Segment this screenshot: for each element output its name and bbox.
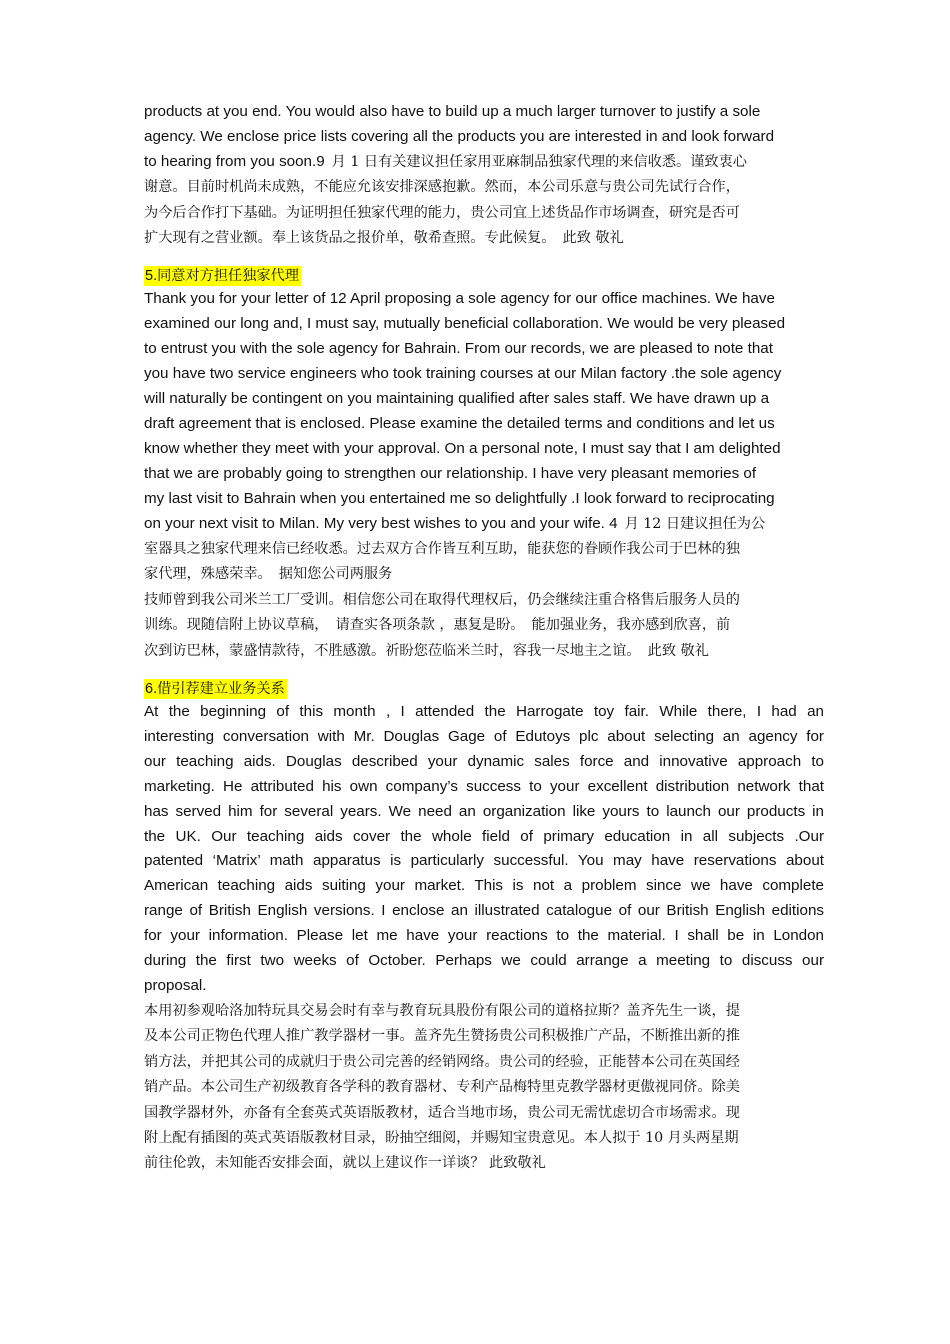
text-line: 次到访巴林，蒙盛情款待，不胜感激。祈盼您莅临米兰时，容我一尽地主之谊。 此致 敬礼 <box>144 642 709 659</box>
text-line: the UK. Our teaching aids cover the whole field of primary education in all subjects .Our <box>144 827 824 845</box>
text-line: that we are probably going to strengthen our relationship. I have very pleasant memories of <box>144 464 757 482</box>
document-page <box>144 100 824 1177</box>
text-line: 附上配有插图的英式英语版教材目录，盼抽空细阅，并赐知宝贵意见。本人拟于 10 月头两星期 <box>144 1129 739 1146</box>
text-line: 家代理，殊感荣幸。 据知您公司两服务 <box>144 566 393 583</box>
text-line-zh: 月 1 日有关建议担任家用亚麻制品独家代理的来信收悉。谨致衷心 <box>331 153 747 170</box>
text-line: interesting conversation with Mr. Douglas Gage of Edutoys plc about selecting an agency for <box>144 727 824 745</box>
section-heading <box>144 678 824 700</box>
text-line: for your information. Please let me have your reactions to the material. I shall be in London <box>144 927 824 945</box>
heading-text: 借引荐建立业务关系 <box>157 681 285 698</box>
text-line-en: to hearing from you soon.9 <box>144 152 325 170</box>
text-line: At the beginning of this month , I attended the Harrogate toy fair. While there, I had an <box>144 703 824 721</box>
section-5-sole-agency-accepted <box>144 265 824 664</box>
text-line-mixed <box>144 150 824 175</box>
text-line: marketing. He attributed his own company’s success to your excellent distribution network that <box>144 777 824 795</box>
text-line: Thank you for your letter of 12 April proposing a sole agency for our office machines. We have <box>144 290 775 308</box>
text-line: American teaching aids suiting your market. This is not a problem since we have complete <box>144 877 824 895</box>
text-line-zh: 月 12 日建议担任为公 <box>624 515 766 532</box>
text-line: 室器具之独家代理来信已经收悉。过去双方合作皆互利互助，能获您的眷顾作我公司于巴林的独 <box>144 541 740 557</box>
section-6-referral-business-relationship <box>144 678 824 1177</box>
text-line: our teaching aids. Douglas described your dynamic sales force and innovative approach to <box>144 752 824 770</box>
text-line: has served him for several years. We need an organization like yours to launch our products in <box>144 802 824 820</box>
heading-number: 5. <box>145 268 158 285</box>
heading-number: 6. <box>145 681 158 698</box>
letter-continuation <box>144 100 824 251</box>
text-line: products at you end. You would also have to build up a much larger turnover to justify a sole <box>144 103 761 120</box>
text-line-mixed <box>144 512 824 537</box>
section-heading <box>144 265 824 287</box>
text-line: draft agreement that is enclosed. Please examine the detailed terms and conditions and let us <box>144 414 775 432</box>
highlighted-heading <box>144 679 287 699</box>
text-line: 训练。现随信附上协议草稿， 请查实各项条款 ，惠复是盼。 能加强业务，我亦感到欣喜，前 <box>144 617 731 634</box>
english-letter-body <box>144 700 824 999</box>
text-line: 技师曾到我公司米兰工厂受训。相信您公司在取得代理权后，仍会继续注重合格售后服务人员的 <box>144 591 740 608</box>
text-line: range of British English versions. I enclose an illustrated catalogue of our British English editions <box>144 902 824 920</box>
text-line: to entrust you with the sole agency for Bahrain. From our records, we are pleased to note that <box>144 340 773 358</box>
text-line: patented ‘Matrix’ math apparatus is particularly successful. You may have reservations about <box>144 852 824 870</box>
text-line: agency. We enclose price lists covering all the products you are interested in and look forward <box>144 127 775 145</box>
text-line: 及本公司正物色代理人推广教学器材一事。盖齐先生赞扬贵公司积极推广产品，不断推出新的推 <box>144 1028 740 1045</box>
text-line: 为今后合作打下基础。为证明担任独家代理的能力，贵公司宜上述货品作市场调查，研究是否可 <box>144 204 740 221</box>
text-line: 前往伦敦，未知能否安排会面，就以上建议作一详谈？ 此致敬礼 <box>144 1155 546 1172</box>
text-line: 谢意。目前时机尚未成熟，不能应允该安排深感抱歉。然而，本公司乐意与贵公司先试行合作， <box>144 179 740 196</box>
text-line-en: on your next visit to Milan. My very best wishes to you and your wife. 4 <box>144 514 618 532</box>
text-line: 扩大现有之营业额。奉上该货品之报价单，敬希查照。专此候复。 此致 敬礼 <box>144 230 624 247</box>
text-line: proposal. <box>144 977 207 994</box>
text-line: will naturally be contingent on you maintaining qualified after sales staff. We have drawn up a <box>144 390 770 408</box>
text-line: 销产品。本公司生产初级教育各学科的教育器材、专利产品梅特里克教学器材更傲视同侪。除美 <box>144 1079 740 1096</box>
highlighted-heading <box>144 266 301 286</box>
text-line: you have two service engineers who took training courses at our Milan factory .the sole agency <box>144 365 782 383</box>
text-line: examined our long and, I must say, mutually beneficial collaboration. We would be very pleased <box>144 315 786 333</box>
text-line: know whether they meet with your approval. On a personal note, I must say that I am delighted <box>144 439 781 457</box>
text-line: 本用初参观哈洛加特玩具交易会时有幸与教育玩具股份有限公司的道格拉斯？盖齐先生一谈，提 <box>144 1002 740 1019</box>
text-line: 销方法，并把其公司的成就归于贵公司完善的经销网络。贵公司的经验，正能替本公司在英国经 <box>144 1053 740 1070</box>
text-line: during the first two weeks of October. Perhaps we could arrange a meeting to discuss our <box>144 952 824 970</box>
text-line: 国教学器材外，亦备有全套英式英语版教材，适合当地市场，贵公司无需忧虑切合市场需求。现 <box>144 1104 740 1121</box>
text-line: my last visit to Bahrain when you entertained me so delightfully .I look forward to reciprocating <box>144 489 775 507</box>
heading-text: 同意对方担任独家代理 <box>157 268 299 285</box>
